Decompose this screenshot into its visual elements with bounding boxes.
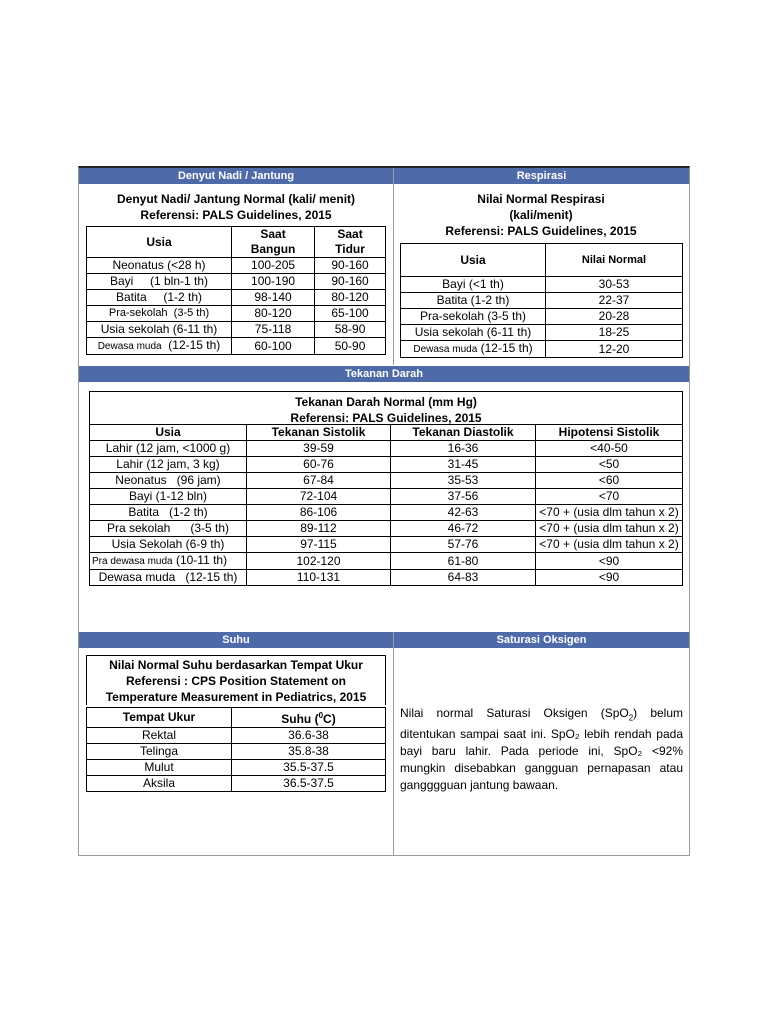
table-row [87, 258, 386, 274]
respirasi-col-usia: Usia [401, 244, 546, 277]
nadi-table [86, 226, 386, 355]
tekanan-diastolik: 46-72 [391, 521, 536, 537]
table-row [90, 537, 683, 553]
header-tekanan-darah: Tekanan Darah [79, 366, 689, 382]
nadi-usia: Pra-sekolah (3-5 th) [87, 306, 232, 322]
tekanan-hipotensi: <50 [536, 457, 683, 473]
nadi-bangun: 100-190 [232, 274, 315, 290]
respirasi-table [400, 243, 683, 358]
header-respirasi: Respirasi [394, 168, 689, 184]
respirasi-nilai: 12-20 [546, 341, 683, 358]
nadi-usia: Bayi (1 bln-1 th) [87, 274, 232, 290]
saturasi-paragraph [400, 705, 683, 794]
tekanan-hipotensi: <40-50 [536, 441, 683, 457]
tekanan-usia: Neonatus (96 jam) [90, 473, 247, 489]
nadi-col-bangun-2: Bangun [232, 242, 315, 258]
tekanan-sistolik: 97-115 [247, 537, 391, 553]
tekanan-col-usia: Usia [90, 425, 247, 441]
tekanan-sistolik: 89-112 [247, 521, 391, 537]
table-row [401, 341, 683, 358]
tekanan-hipotensi: <90 [536, 553, 683, 570]
respirasi-usia: Batita (1-2 th) [401, 293, 546, 309]
table-row [90, 505, 683, 521]
suhu-tempat: Aksila [87, 776, 232, 792]
tekanan-sistolik: 102-120 [247, 553, 391, 570]
nadi-tidur: 65-100 [315, 306, 386, 322]
respirasi-col-normal: Nilai Normal [546, 244, 683, 277]
table-row [401, 309, 683, 325]
tekanan-usia: Lahir (12 jam, 3 kg) [90, 457, 247, 473]
table-row [87, 290, 386, 306]
table-row [87, 306, 386, 322]
suhu-col-tempat: Tempat Ukur [87, 708, 232, 728]
tekanan-col-hipotensi: Hipotensi Sistolik [536, 425, 683, 441]
nadi-usia: Usia sekolah (6-11 th) [87, 322, 232, 338]
table-row [401, 325, 683, 341]
tekanan-usia-small: Pra dewasa muda [92, 556, 173, 567]
tekanan-title: Tekanan Darah Normal (mm Hg) Referensi: PALS Guidelines, 2015 [89, 391, 683, 427]
respirasi-nilai: 20-28 [546, 309, 683, 325]
respirasi-usia: Usia sekolah (6-11 th) [401, 325, 546, 341]
tekanan-usia: Pra sekolah (3-5 th) [90, 521, 247, 537]
tekanan-usia-rest: (10-11 th) [172, 553, 228, 567]
respirasi-usia-rest: (12-15 th) [477, 341, 533, 355]
table-row [90, 521, 683, 537]
tekanan-sistolik: 110-131 [247, 570, 391, 586]
nadi-bangun: 80-120 [232, 306, 315, 322]
suhu-col-suhu-sup: 0 [318, 711, 324, 720]
header-suhu: Suhu [79, 632, 393, 648]
table-row [87, 322, 386, 338]
respirasi-title: Nilai Normal Respirasi (kali/menit) Referensi: PALS Guidelines, 2015 [445, 192, 637, 238]
respirasi-usia: Pra-sekolah (3-5 th) [401, 309, 546, 325]
respirasi-nilai: 18-25 [546, 325, 683, 341]
tekanan-usia: Usia Sekolah (6-9 th) [90, 537, 247, 553]
table-row [90, 441, 683, 457]
tekanan-col-sistolik: Tekanan Sistolik [247, 425, 391, 441]
tekanan-sistolik: 39-59 [247, 441, 391, 457]
nadi-col-tidur-2: Tidur [315, 242, 386, 258]
suhu-col-suhu-b: C) [323, 712, 336, 726]
tekanan-sistolik: 86-106 [247, 505, 391, 521]
tekanan-diastolik: 31-45 [391, 457, 536, 473]
respirasi-usia-small: Dewasa muda [413, 344, 478, 355]
saturasi-sub: 2 [628, 713, 634, 723]
suhu-nilai: 36.5-37.5 [232, 776, 386, 792]
tekanan-col-diastolik: Tekanan Diastolik [391, 425, 536, 441]
nadi-usia [87, 338, 232, 355]
tekanan-diastolik: 16-36 [391, 441, 536, 457]
tekanan-diastolik: 57-76 [391, 537, 536, 553]
nadi-tidur: 90-160 [315, 274, 386, 290]
nadi-usia-rest: (12-15 th) [161, 338, 221, 352]
suhu-tempat: Telinga [87, 744, 232, 760]
nadi-bangun: 75-118 [232, 322, 315, 338]
tekanan-diastolik: 42-63 [391, 505, 536, 521]
suhu-title: Nilai Normal Suhu berdasarkan Tempat Ukur Referensi : CPS Position Statement on Temperature Measurement in Pediatrics, 2015 [86, 655, 386, 705]
tekanan-hipotensi: <70 + (usia dlm tahun x 2) [536, 505, 683, 521]
nadi-tidur: 50-90 [315, 338, 386, 355]
table-row [87, 728, 386, 744]
tekanan-usia: Batita (1-2 th) [90, 505, 247, 521]
nadi-bangun: 98-140 [232, 290, 315, 306]
respirasi-nilai: 22-37 [546, 293, 683, 309]
suhu-nilai: 35.8-38 [232, 744, 386, 760]
table-row [87, 776, 386, 792]
tekanan-sistolik: 60-76 [247, 457, 391, 473]
tekanan-hipotensi: <90 [536, 570, 683, 586]
nadi-col-bangun: Saat [232, 227, 315, 243]
table-row [401, 293, 683, 309]
table-row [87, 760, 386, 776]
tekanan-diastolik: 35-53 [391, 473, 536, 489]
tekanan-sistolik: 72-104 [247, 489, 391, 505]
respirasi-usia: Bayi (<1 th) [401, 277, 546, 293]
nadi-bangun: 100-205 [232, 258, 315, 274]
tekanan-diastolik: 64-83 [391, 570, 536, 586]
nadi-bangun: 60-100 [232, 338, 315, 355]
tekanan-sistolik: 67-84 [247, 473, 391, 489]
table-row [87, 338, 386, 355]
tekanan-diastolik: 37-56 [391, 489, 536, 505]
tekanan-hipotensi: <70 [536, 489, 683, 505]
suhu-col-suhu-a: Suhu ( [281, 712, 319, 726]
tekanan-diastolik: 61-80 [391, 553, 536, 570]
tekanan-usia [90, 553, 247, 570]
tekanan-hipotensi: <60 [536, 473, 683, 489]
suhu-nilai: 35.5-37.5 [232, 760, 386, 776]
tekanan-table [89, 424, 683, 586]
nadi-usia-small: Dewasa muda [97, 341, 162, 352]
table-row [90, 473, 683, 489]
nadi-col-usia: Usia [87, 227, 232, 258]
saturasi-text-1: Nilai normal Saturasi Oksigen (SpO [400, 706, 629, 720]
nadi-tidur: 90-160 [315, 258, 386, 274]
table-row [87, 274, 386, 290]
respirasi-usia [401, 341, 546, 358]
table-row [90, 489, 683, 505]
header-saturasi-oksigen: Saturasi Oksigen [394, 632, 689, 648]
nadi-title: Denyut Nadi/ Jantung Normal (kali/ menit) Referensi: PALS Guidelines, 2015 [116, 192, 356, 222]
suhu-table [86, 707, 386, 792]
table-row [90, 570, 683, 586]
suhu-tempat: Rektal [87, 728, 232, 744]
tekanan-usia: Dewasa muda (12-15 th) [90, 570, 247, 586]
nadi-col-tidur: Saat [315, 227, 386, 243]
nadi-tidur: 58-90 [315, 322, 386, 338]
nadi-tidur: 80-120 [315, 290, 386, 306]
suhu-col-suhu [232, 708, 386, 728]
nadi-usia: Neonatus (<28 h) [87, 258, 232, 274]
table-row [90, 553, 683, 570]
table-row [87, 744, 386, 760]
suhu-tempat: Mulut [87, 760, 232, 776]
table-row [401, 277, 683, 293]
suhu-nilai: 36.6-38 [232, 728, 386, 744]
nadi-usia: Batita (1-2 th) [87, 290, 232, 306]
header-denyut-nadi: Denyut Nadi / Jantung [79, 168, 393, 184]
saturasi-text-2: ) belum ditentukan sampai saat ini. SpO₂ lebih rendah pada bayi baru lahir. Pada periode ini, SpO₂ <92% mungkin disebabkan gangguan pernapasan atau gangggguan jantung bawaan. [400, 706, 684, 793]
tekanan-hipotensi: <70 + (usia dlm tahun x 2) [536, 537, 683, 553]
tekanan-usia: Bayi (1-12 bln) [90, 489, 247, 505]
respirasi-nilai: 30-53 [546, 277, 683, 293]
table-row [90, 457, 683, 473]
tekanan-usia: Lahir (12 jam, <1000 g) [90, 441, 247, 457]
tekanan-hipotensi: <70 + (usia dlm tahun x 2) [536, 521, 683, 537]
